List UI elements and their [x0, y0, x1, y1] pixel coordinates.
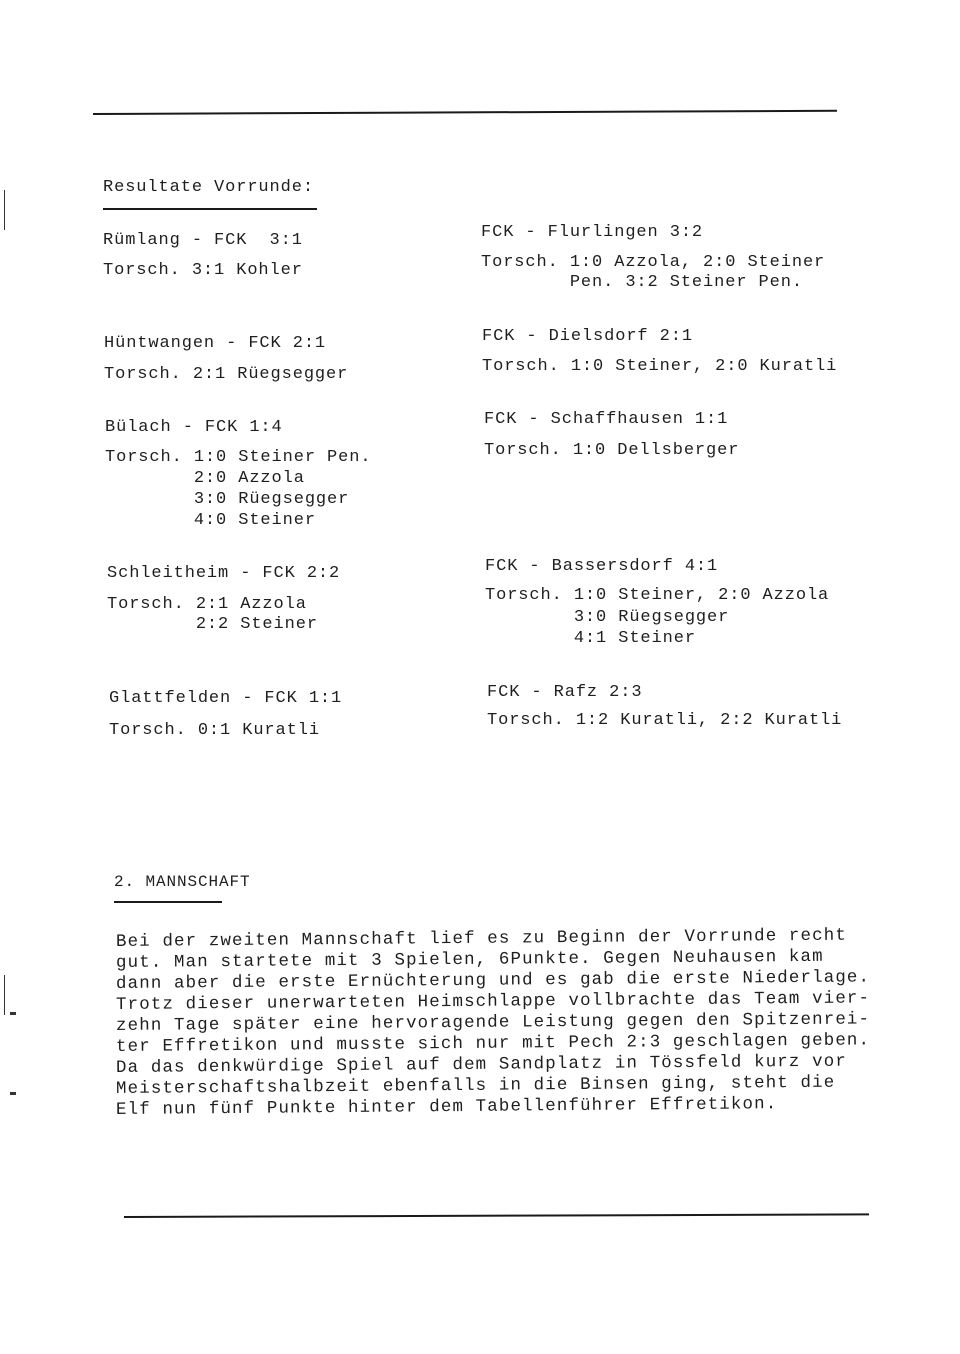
scorer-left: 2:0 Azzola — [105, 469, 305, 488]
scorer-left: Torsch. 3:1 Kohler — [103, 261, 303, 280]
scorer-left: 4:0 Steiner — [105, 511, 316, 530]
match-right: FCK - Bassersdorf 4:1 — [485, 557, 719, 576]
match-right: FCK - Dielsdorf 2:1 — [482, 327, 693, 346]
scorer-left: Torsch. 2:1 Azzola — [107, 595, 307, 614]
heading-underline — [103, 208, 317, 210]
scorer-right: Torsch. 1:0 Steiner, 2:0 Kuratli — [482, 357, 838, 376]
match-right: FCK - Rafz 2:3 — [487, 683, 643, 702]
scorer-left: Torsch. 0:1 Kuratli — [109, 721, 320, 740]
paragraph-line: Bei der zweiten Mannschaft lief es zu Beginn der Vorrunde recht — [115, 925, 847, 952]
margin-mark — [10, 1012, 16, 1015]
page-heading: Resultate Vorrunde: — [103, 178, 314, 197]
scorer-right: Pen. 3:2 Steiner Pen. — [481, 273, 803, 292]
scorer-right: Torsch. 1:0 Dellsberger — [484, 441, 740, 460]
margin-mark — [4, 190, 5, 230]
scorer-right: 3:0 Rüegsegger — [485, 608, 730, 627]
match-right: FCK - Schaffhausen 1:1 — [484, 410, 729, 429]
match-right: FCK - Flurlingen 3:2 — [481, 223, 704, 242]
paragraph-line: ter Effretikon und musste sich nur mit Pech 2:3 geschlagen geben. — [115, 1030, 871, 1057]
margin-mark — [10, 1092, 16, 1095]
scorer-right: Torsch. 1:0 Steiner, 2:0 Azzola — [485, 586, 830, 605]
bottom-rule — [124, 1213, 869, 1218]
margin-mark — [4, 975, 5, 1015]
match-left: Schleitheim - FCK 2:2 — [107, 564, 341, 583]
section-underline — [114, 901, 222, 903]
match-left: Rümlang - FCK 3:1 — [103, 231, 303, 250]
scorer-right: 4:1 Steiner — [485, 629, 696, 648]
scorer-right: Torsch. 1:2 Kuratli, 2:2 Kuratli — [487, 711, 843, 730]
match-left: Bülach - FCK 1:4 — [105, 418, 283, 437]
match-left: Glattfelden - FCK 1:1 — [109, 689, 343, 708]
scorer-left: Torsch. 2:1 Rüegsegger — [104, 365, 349, 384]
paragraph-line: Meisterschaftshalbzeit ebenfalls in die Binsen ging, steht die — [115, 1072, 836, 1099]
paragraph-line: Elf nun fünf Punkte hinter dem Tabellenführer Effretikon. — [115, 1094, 778, 1120]
scorer-left: Torsch. 1:0 Steiner Pen. — [105, 448, 372, 467]
top-rule — [93, 110, 837, 115]
paragraph-line: Da das denkwürdige Spiel auf dem Sandplatz in Tössfeld kurz vor — [115, 1051, 847, 1078]
paragraph-line: dann aber die erste Ernüchterung und es gab die erste Niederlage. — [115, 967, 871, 994]
scorer-right: Torsch. 1:0 Azzola, 2:0 Steiner — [481, 253, 826, 272]
scorer-left: 3:0 Rüegsegger — [105, 490, 350, 509]
paragraph-line: Trotz dieser unerwarteten Heimschlappe vollbrachte das Team vier- — [115, 988, 871, 1015]
scorer-left: 2:2 Steiner — [107, 615, 318, 634]
paragraph-line: zehn Tage später eine hervoragende Leistung gegen den Spitzenrei- — [115, 1009, 871, 1036]
match-left: Hüntwangen - FCK 2:1 — [104, 334, 327, 353]
section-title: 2. MANNSCHAFT — [114, 873, 251, 891]
paragraph-line: gut. Man startete mit 3 Spielen, 6Punkte. Gegen Neuhausen kam — [115, 946, 824, 973]
